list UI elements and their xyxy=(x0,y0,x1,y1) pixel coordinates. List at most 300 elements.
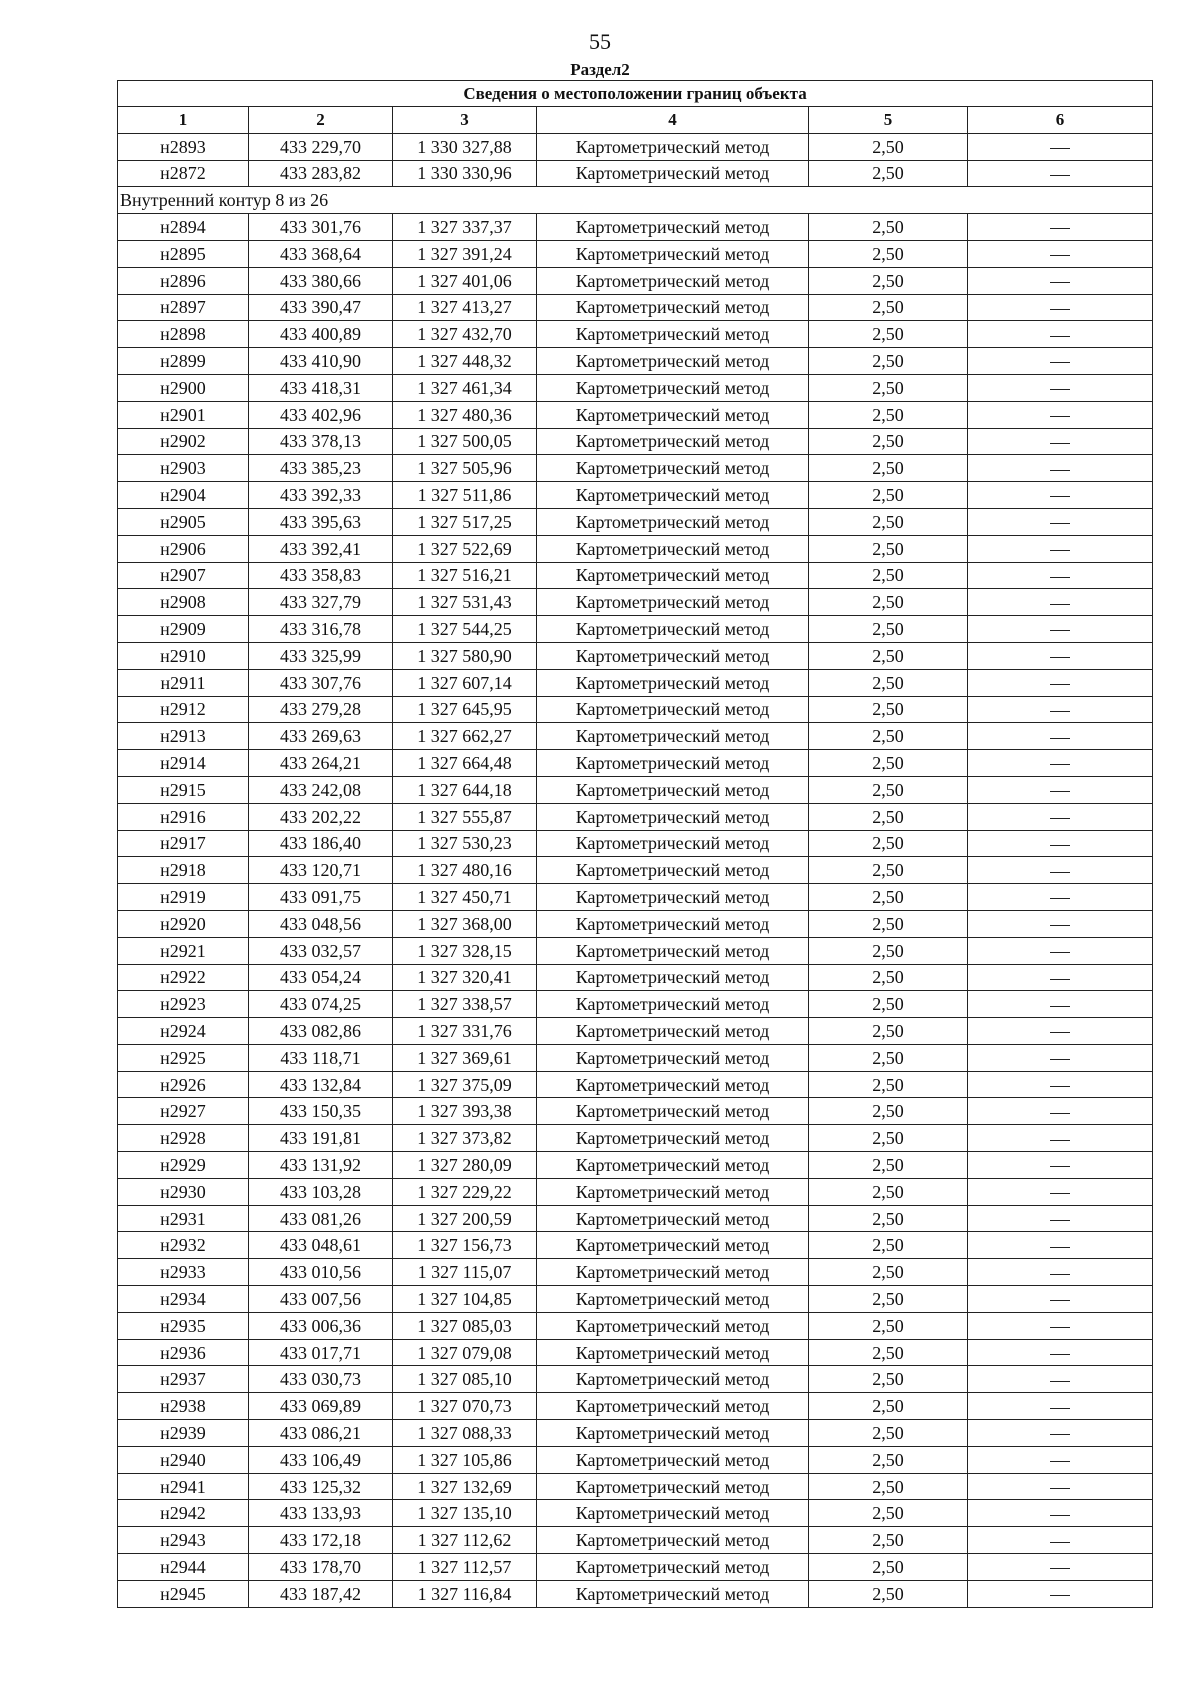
dash-mark xyxy=(1050,1461,1070,1462)
description-cell xyxy=(968,1420,1153,1447)
accuracy-cell: 2,50 xyxy=(809,616,968,643)
table-row xyxy=(118,508,1153,535)
point-name-cell: н2934 xyxy=(118,1286,249,1313)
table-row xyxy=(118,1125,1153,1152)
dash-mark xyxy=(1050,1113,1070,1114)
y-coordinate-cell: 1 327 391,24 xyxy=(393,240,537,267)
column-header: 4 xyxy=(537,107,809,134)
table-row xyxy=(118,1286,1153,1313)
x-coordinate-cell: 433 325,99 xyxy=(249,642,393,669)
x-coordinate-cell: 433 395,63 xyxy=(249,508,393,535)
x-coordinate-cell: 433 418,31 xyxy=(249,374,393,401)
table-row xyxy=(118,1178,1153,1205)
dash-mark xyxy=(1050,1354,1070,1355)
description-cell xyxy=(968,240,1153,267)
method-cell: Картометрический метод xyxy=(537,294,809,321)
description-cell xyxy=(968,830,1153,857)
y-coordinate-cell: 1 327 156,73 xyxy=(393,1232,537,1259)
y-coordinate-cell: 1 327 112,62 xyxy=(393,1527,537,1554)
point-name-cell: н2925 xyxy=(118,1044,249,1071)
column-header: 5 xyxy=(809,107,968,134)
description-cell xyxy=(968,133,1153,160)
method-cell: Картометрический метод xyxy=(537,669,809,696)
y-coordinate-cell: 1 327 432,70 xyxy=(393,321,537,348)
point-name-cell: н2896 xyxy=(118,267,249,294)
point-name-cell: н2945 xyxy=(118,1580,249,1607)
x-coordinate-cell: 433 131,92 xyxy=(249,1152,393,1179)
dash-mark xyxy=(1050,845,1070,846)
y-coordinate-cell: 1 327 331,76 xyxy=(393,1018,537,1045)
method-cell: Картометрический метод xyxy=(537,1312,809,1339)
y-coordinate-cell: 1 327 104,85 xyxy=(393,1286,537,1313)
accuracy-cell: 2,50 xyxy=(809,1339,968,1366)
accuracy-cell: 2,50 xyxy=(809,1071,968,1098)
method-cell: Картометрический метод xyxy=(537,1152,809,1179)
x-coordinate-cell: 433 187,42 xyxy=(249,1580,393,1607)
column-header: 6 xyxy=(968,107,1153,134)
x-coordinate-cell: 433 103,28 xyxy=(249,1178,393,1205)
point-name-cell: н2894 xyxy=(118,214,249,241)
point-name-cell: н2914 xyxy=(118,750,249,777)
point-name-cell: н2912 xyxy=(118,696,249,723)
x-coordinate-cell: 433 150,35 xyxy=(249,1098,393,1125)
dash-mark xyxy=(1050,872,1070,873)
accuracy-cell: 2,50 xyxy=(809,321,968,348)
method-cell: Картометрический метод xyxy=(537,455,809,482)
accuracy-cell: 2,50 xyxy=(809,1527,968,1554)
point-name-cell: н2902 xyxy=(118,428,249,455)
y-coordinate-cell: 1 327 461,34 xyxy=(393,374,537,401)
description-cell xyxy=(968,160,1153,187)
x-coordinate-cell: 433 390,47 xyxy=(249,294,393,321)
dash-mark xyxy=(1050,1434,1070,1435)
accuracy-cell: 2,50 xyxy=(809,294,968,321)
dash-mark xyxy=(1050,470,1070,471)
accuracy-cell: 2,50 xyxy=(809,1420,968,1447)
description-cell xyxy=(968,991,1153,1018)
accuracy-cell: 2,50 xyxy=(809,160,968,187)
table-row xyxy=(118,776,1153,803)
y-coordinate-cell: 1 327 544,25 xyxy=(393,616,537,643)
x-coordinate-cell: 433 007,56 xyxy=(249,1286,393,1313)
x-coordinate-cell: 433 385,23 xyxy=(249,455,393,482)
dash-mark xyxy=(1050,577,1070,578)
accuracy-cell: 2,50 xyxy=(809,1580,968,1607)
point-name-cell: н2921 xyxy=(118,937,249,964)
coordinates-table xyxy=(117,80,1153,1608)
x-coordinate-cell: 433 120,71 xyxy=(249,857,393,884)
point-name-cell: н2893 xyxy=(118,133,249,160)
method-cell: Картометрический метод xyxy=(537,1446,809,1473)
dash-mark xyxy=(1050,523,1070,524)
table-row xyxy=(118,401,1153,428)
method-cell: Картометрический метод xyxy=(537,562,809,589)
description-cell xyxy=(968,508,1153,535)
dash-mark xyxy=(1050,389,1070,390)
y-coordinate-cell: 1 327 368,00 xyxy=(393,910,537,937)
point-name-cell: н2944 xyxy=(118,1554,249,1581)
table-row xyxy=(118,1580,1153,1607)
accuracy-cell: 2,50 xyxy=(809,240,968,267)
dash-mark xyxy=(1050,148,1070,149)
point-name-cell: н2920 xyxy=(118,910,249,937)
point-name-cell: н2904 xyxy=(118,482,249,509)
point-name-cell: н2911 xyxy=(118,669,249,696)
accuracy-cell: 2,50 xyxy=(809,669,968,696)
x-coordinate-cell: 433 327,79 xyxy=(249,589,393,616)
x-coordinate-cell: 433 392,33 xyxy=(249,482,393,509)
description-cell xyxy=(968,642,1153,669)
x-coordinate-cell: 433 368,64 xyxy=(249,240,393,267)
accuracy-cell: 2,50 xyxy=(809,1152,968,1179)
y-coordinate-cell: 1 327 522,69 xyxy=(393,535,537,562)
accuracy-cell: 2,50 xyxy=(809,642,968,669)
table-row xyxy=(118,696,1153,723)
x-coordinate-cell: 433 242,08 xyxy=(249,776,393,803)
accuracy-cell: 2,50 xyxy=(809,482,968,509)
method-cell: Картометрический метод xyxy=(537,428,809,455)
point-name-cell: н2916 xyxy=(118,803,249,830)
method-cell: Картометрический метод xyxy=(537,1393,809,1420)
description-cell xyxy=(968,482,1153,509)
method-cell: Картометрический метод xyxy=(537,589,809,616)
dash-mark xyxy=(1050,443,1070,444)
dash-mark xyxy=(1050,362,1070,363)
description-cell xyxy=(968,1580,1153,1607)
y-coordinate-cell: 1 327 500,05 xyxy=(393,428,537,455)
y-coordinate-cell: 1 327 079,08 xyxy=(393,1339,537,1366)
method-cell: Картометрический метод xyxy=(537,1232,809,1259)
table-row xyxy=(118,1339,1153,1366)
method-cell: Картометрический метод xyxy=(537,535,809,562)
y-coordinate-cell: 1 327 662,27 xyxy=(393,723,537,750)
point-name-cell: н2901 xyxy=(118,401,249,428)
y-coordinate-cell: 1 327 070,73 xyxy=(393,1393,537,1420)
column-header: 1 xyxy=(118,107,249,134)
accuracy-cell: 2,50 xyxy=(809,723,968,750)
y-coordinate-cell: 1 327 450,71 xyxy=(393,884,537,911)
point-name-cell: н2939 xyxy=(118,1420,249,1447)
table-row xyxy=(118,1044,1153,1071)
table-body xyxy=(118,133,1153,1607)
description-cell xyxy=(968,428,1153,455)
dash-mark xyxy=(1050,1515,1070,1516)
accuracy-cell: 2,50 xyxy=(809,133,968,160)
y-coordinate-cell: 1 327 373,82 xyxy=(393,1125,537,1152)
x-coordinate-cell: 433 316,78 xyxy=(249,616,393,643)
description-cell xyxy=(968,1312,1153,1339)
y-coordinate-cell: 1 327 644,18 xyxy=(393,776,537,803)
dash-mark xyxy=(1050,336,1070,337)
table-row xyxy=(118,1018,1153,1045)
accuracy-cell: 2,50 xyxy=(809,696,968,723)
method-cell: Картометрический метод xyxy=(537,884,809,911)
x-coordinate-cell: 433 269,63 xyxy=(249,723,393,750)
table-row xyxy=(118,1420,1153,1447)
method-cell: Картометрический метод xyxy=(537,1500,809,1527)
point-name-cell: н2913 xyxy=(118,723,249,750)
dash-mark xyxy=(1050,630,1070,631)
x-coordinate-cell: 433 132,84 xyxy=(249,1071,393,1098)
method-cell: Картометрический метод xyxy=(537,348,809,375)
description-cell xyxy=(968,1473,1153,1500)
description-cell xyxy=(968,1393,1153,1420)
description-cell xyxy=(968,589,1153,616)
accuracy-cell: 2,50 xyxy=(809,1259,968,1286)
y-coordinate-cell: 1 327 645,95 xyxy=(393,696,537,723)
table-row xyxy=(118,133,1153,160)
x-coordinate-cell: 433 400,89 xyxy=(249,321,393,348)
table-row xyxy=(118,562,1153,589)
description-cell xyxy=(968,1339,1153,1366)
method-cell: Картометрический метод xyxy=(537,1178,809,1205)
table-row xyxy=(118,1473,1153,1500)
dash-mark xyxy=(1050,1381,1070,1382)
x-coordinate-cell: 433 048,61 xyxy=(249,1232,393,1259)
point-name-cell: н2923 xyxy=(118,991,249,1018)
y-coordinate-cell: 1 327 393,38 xyxy=(393,1098,537,1125)
accuracy-cell: 2,50 xyxy=(809,348,968,375)
dash-mark xyxy=(1050,738,1070,739)
point-name-cell: н2898 xyxy=(118,321,249,348)
dash-mark xyxy=(1050,1220,1070,1221)
method-cell: Картометрический метод xyxy=(537,1071,809,1098)
table-row xyxy=(118,830,1153,857)
y-coordinate-cell: 1 327 413,27 xyxy=(393,294,537,321)
table-row xyxy=(118,750,1153,777)
accuracy-cell: 2,50 xyxy=(809,374,968,401)
method-cell: Картометрический метод xyxy=(537,1044,809,1071)
table-row xyxy=(118,910,1153,937)
table-row xyxy=(118,1232,1153,1259)
dash-mark xyxy=(1050,1193,1070,1194)
x-coordinate-cell: 433 081,26 xyxy=(249,1205,393,1232)
table-row xyxy=(118,616,1153,643)
accuracy-cell: 2,50 xyxy=(809,1500,968,1527)
description-cell xyxy=(968,776,1153,803)
method-cell: Картометрический метод xyxy=(537,1098,809,1125)
y-coordinate-cell: 1 327 200,59 xyxy=(393,1205,537,1232)
point-name-cell: н2895 xyxy=(118,240,249,267)
accuracy-cell: 2,50 xyxy=(809,214,968,241)
description-cell xyxy=(968,374,1153,401)
table-row xyxy=(118,1312,1153,1339)
contour-label-row xyxy=(118,187,1153,214)
table-row xyxy=(118,1366,1153,1393)
point-name-cell: н2929 xyxy=(118,1152,249,1179)
table-row xyxy=(118,589,1153,616)
point-name-cell: н2930 xyxy=(118,1178,249,1205)
accuracy-cell: 2,50 xyxy=(809,937,968,964)
x-coordinate-cell: 433 118,71 xyxy=(249,1044,393,1071)
accuracy-cell: 2,50 xyxy=(809,428,968,455)
accuracy-cell: 2,50 xyxy=(809,964,968,991)
y-coordinate-cell: 1 327 375,09 xyxy=(393,1071,537,1098)
dash-mark xyxy=(1050,764,1070,765)
description-cell xyxy=(968,1527,1153,1554)
table-row xyxy=(118,240,1153,267)
method-cell: Картометрический метод xyxy=(537,964,809,991)
method-cell: Картометрический метод xyxy=(537,1554,809,1581)
table-row xyxy=(118,964,1153,991)
method-cell: Картометрический метод xyxy=(537,401,809,428)
accuracy-cell: 2,50 xyxy=(809,884,968,911)
dash-mark xyxy=(1050,1488,1070,1489)
y-coordinate-cell: 1 327 516,21 xyxy=(393,562,537,589)
dash-mark xyxy=(1050,282,1070,283)
dash-mark xyxy=(1050,255,1070,256)
point-name-cell: н2932 xyxy=(118,1232,249,1259)
description-cell xyxy=(968,964,1153,991)
method-cell: Картометрический метод xyxy=(537,1125,809,1152)
dash-mark xyxy=(1050,1300,1070,1301)
table-row xyxy=(118,294,1153,321)
table-row xyxy=(118,1071,1153,1098)
table-row xyxy=(118,1259,1153,1286)
point-name-cell: н2938 xyxy=(118,1393,249,1420)
table-row xyxy=(118,669,1153,696)
dash-mark xyxy=(1050,496,1070,497)
description-cell xyxy=(968,562,1153,589)
table-row xyxy=(118,937,1153,964)
point-name-cell: н2908 xyxy=(118,589,249,616)
y-coordinate-cell: 1 327 280,09 xyxy=(393,1152,537,1179)
description-cell xyxy=(968,750,1153,777)
table-row xyxy=(118,1446,1153,1473)
y-coordinate-cell: 1 327 448,32 xyxy=(393,348,537,375)
dash-mark xyxy=(1050,1059,1070,1060)
method-cell: Картометрический метод xyxy=(537,267,809,294)
point-name-cell: н2910 xyxy=(118,642,249,669)
method-cell: Картометрический метод xyxy=(537,1286,809,1313)
accuracy-cell: 2,50 xyxy=(809,991,968,1018)
description-cell xyxy=(968,535,1153,562)
point-name-cell: н2928 xyxy=(118,1125,249,1152)
dash-mark xyxy=(1050,1032,1070,1033)
dash-mark xyxy=(1050,1542,1070,1543)
description-cell xyxy=(968,1018,1153,1045)
x-coordinate-cell: 433 006,36 xyxy=(249,1312,393,1339)
method-cell: Картометрический метод xyxy=(537,1527,809,1554)
method-cell: Картометрический метод xyxy=(537,750,809,777)
dash-mark xyxy=(1050,175,1070,176)
x-coordinate-cell: 433 106,49 xyxy=(249,1446,393,1473)
x-coordinate-cell: 433 125,32 xyxy=(249,1473,393,1500)
point-name-cell: н2922 xyxy=(118,964,249,991)
accuracy-cell: 2,50 xyxy=(809,1473,968,1500)
table-row xyxy=(118,1554,1153,1581)
method-cell: Картометрический метод xyxy=(537,1580,809,1607)
description-cell xyxy=(968,1366,1153,1393)
y-coordinate-cell: 1 327 320,41 xyxy=(393,964,537,991)
description-cell xyxy=(968,1152,1153,1179)
point-name-cell: н2899 xyxy=(118,348,249,375)
dash-mark xyxy=(1050,550,1070,551)
y-coordinate-cell: 1 327 517,25 xyxy=(393,508,537,535)
dash-mark xyxy=(1050,925,1070,926)
x-coordinate-cell: 433 402,96 xyxy=(249,401,393,428)
dash-mark xyxy=(1050,898,1070,899)
method-cell: Картометрический метод xyxy=(537,133,809,160)
description-cell xyxy=(968,294,1153,321)
point-name-cell: н2943 xyxy=(118,1527,249,1554)
accuracy-cell: 2,50 xyxy=(809,1205,968,1232)
y-coordinate-cell: 1 327 480,16 xyxy=(393,857,537,884)
method-cell: Картометрический метод xyxy=(537,1420,809,1447)
x-coordinate-cell: 433 380,66 xyxy=(249,267,393,294)
method-cell: Картометрический метод xyxy=(537,910,809,937)
accuracy-cell: 2,50 xyxy=(809,1366,968,1393)
method-cell: Картометрический метод xyxy=(537,482,809,509)
point-name-cell: н2903 xyxy=(118,455,249,482)
description-cell xyxy=(968,1205,1153,1232)
description-cell xyxy=(968,267,1153,294)
x-coordinate-cell: 433 283,82 xyxy=(249,160,393,187)
y-coordinate-cell: 1 327 229,22 xyxy=(393,1178,537,1205)
y-coordinate-cell: 1 327 085,03 xyxy=(393,1312,537,1339)
table-row xyxy=(118,428,1153,455)
y-coordinate-cell: 1 327 511,86 xyxy=(393,482,537,509)
point-name-cell: н2907 xyxy=(118,562,249,589)
description-cell xyxy=(968,1500,1153,1527)
accuracy-cell: 2,50 xyxy=(809,1178,968,1205)
dash-mark xyxy=(1050,657,1070,658)
dash-mark xyxy=(1050,1568,1070,1569)
dash-mark xyxy=(1050,1408,1070,1409)
table-row xyxy=(118,374,1153,401)
x-coordinate-cell: 433 069,89 xyxy=(249,1393,393,1420)
y-coordinate-cell: 1 327 531,43 xyxy=(393,589,537,616)
column-header: 2 xyxy=(249,107,393,134)
method-cell: Картометрический метод xyxy=(537,696,809,723)
x-coordinate-cell: 433 202,22 xyxy=(249,803,393,830)
description-cell xyxy=(968,723,1153,750)
x-coordinate-cell: 433 229,70 xyxy=(249,133,393,160)
accuracy-cell: 2,50 xyxy=(809,1446,968,1473)
description-cell xyxy=(968,1071,1153,1098)
method-cell: Картометрический метод xyxy=(537,374,809,401)
description-cell xyxy=(968,937,1153,964)
y-coordinate-cell: 1 327 105,86 xyxy=(393,1446,537,1473)
accuracy-cell: 2,50 xyxy=(809,1232,968,1259)
y-coordinate-cell: 1 327 135,10 xyxy=(393,1500,537,1527)
y-coordinate-cell: 1 327 505,96 xyxy=(393,455,537,482)
table-row xyxy=(118,1205,1153,1232)
dash-mark xyxy=(1050,684,1070,685)
x-coordinate-cell: 433 378,13 xyxy=(249,428,393,455)
dash-mark xyxy=(1050,952,1070,953)
description-cell xyxy=(968,455,1153,482)
dash-mark xyxy=(1050,1274,1070,1275)
y-coordinate-cell: 1 327 401,06 xyxy=(393,267,537,294)
y-coordinate-cell: 1 327 132,69 xyxy=(393,1473,537,1500)
method-cell: Картометрический метод xyxy=(537,1366,809,1393)
point-name-cell: н2900 xyxy=(118,374,249,401)
accuracy-cell: 2,50 xyxy=(809,562,968,589)
column-header: 3 xyxy=(393,107,537,134)
point-name-cell: н2933 xyxy=(118,1259,249,1286)
accuracy-cell: 2,50 xyxy=(809,750,968,777)
x-coordinate-cell: 433 186,40 xyxy=(249,830,393,857)
x-coordinate-cell: 433 091,75 xyxy=(249,884,393,911)
page-number: 55 xyxy=(589,29,611,54)
dash-mark xyxy=(1050,1140,1070,1141)
description-cell xyxy=(968,348,1153,375)
dash-mark xyxy=(1050,309,1070,310)
y-coordinate-cell: 1 327 328,15 xyxy=(393,937,537,964)
method-cell: Картометрический метод xyxy=(537,776,809,803)
y-coordinate-cell: 1 330 327,88 xyxy=(393,133,537,160)
